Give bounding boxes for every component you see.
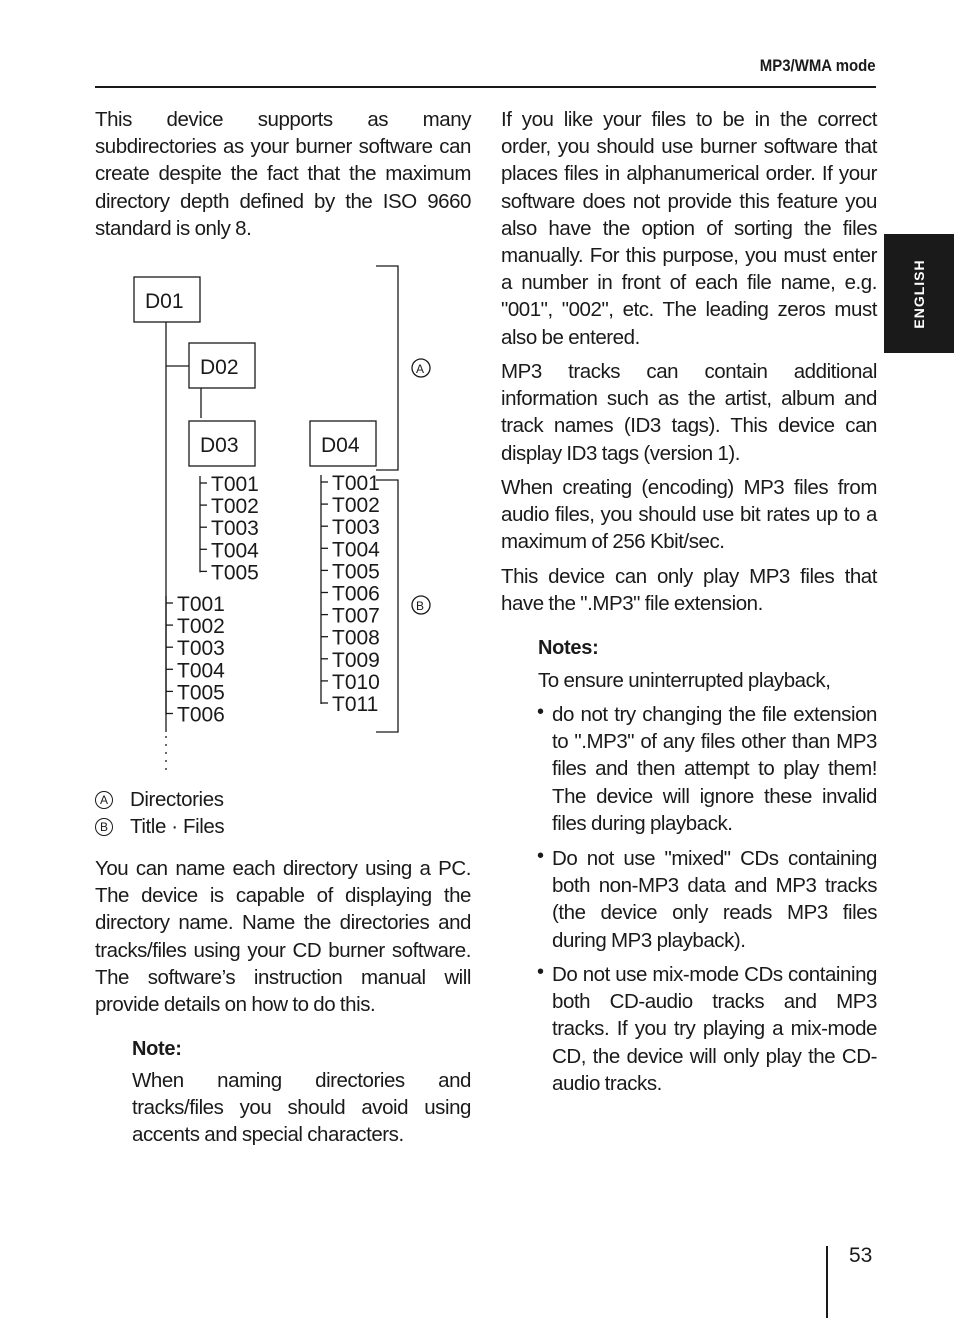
marker-a-icon: A [95, 791, 113, 809]
file-label: T001 [211, 473, 259, 496]
file-label: T004 [211, 539, 259, 563]
file-label: T003 [177, 637, 225, 661]
file-label: T004 [332, 538, 380, 562]
naming-paragraph: You can name each directory using a PC. The device is capable of displaying the directory name. Name the directories and tracks/files using your CD burner software. The software’s instruction manual will provide details on how to do this. [95, 857, 471, 1017]
file-label: T005 [177, 681, 225, 705]
notes-heading: Notes: [538, 637, 599, 659]
file-label: T002 [177, 615, 225, 639]
file-label: T008 [332, 626, 380, 650]
bitrate-paragraph: When creating (encoding) MP3 files from audio files, you should use bit rates up to a maximum of 256 Kbit/sec. [501, 476, 877, 554]
file-label: T003 [332, 516, 380, 540]
marker-a-label: A [416, 362, 425, 376]
page-number-rule [826, 1246, 828, 1318]
file-label: T007 [332, 604, 380, 628]
notes-bullet: • do not try changing the file extension to ".MP3" of any files other than MP3 files and then attempt to play them! The device will ignore these invalid files during playback. [552, 701, 877, 837]
intro-paragraph: This device supports as many subdirectories as your burner software can create despite the fact that the maximum directory depth defined by the ISO 9660 standard is only 8. [95, 108, 471, 240]
directory-label: D02 [200, 356, 239, 379]
notes-bullet: • Do not use mix-mode CDs containing both CD-audio tracks and MP3 tracks. If you try playing a mix-mode CD, the device will only play the CD-audio tracks. [552, 961, 877, 1097]
file-label: T010 [332, 670, 380, 694]
ordering-paragraph: If you like your files to be in the correct order, you should use burner software that places files in alphanumerical order. If your software does not provide this feature you also have the option of sorting the files manually. For this purpose, you must enter a number in front of each file name, e.g. "001", "002", etc. The leading zeros must also be entered. [501, 108, 877, 349]
directory-label: D03 [200, 434, 239, 457]
file-label: T003 [211, 517, 259, 541]
file-label: T004 [177, 659, 225, 683]
note-text: When naming directories and tracks/files you should avoid using accents and special characters. [132, 1069, 471, 1147]
directory-label: D04 [321, 434, 360, 457]
file-label: T002 [332, 494, 380, 518]
extension-paragraph: This device can only play MP3 files that have the ".MP3" file extension. [501, 565, 877, 616]
notes-bullet: • Do not use "mixed" CDs containing both non-MP3 data and MP3 tracks (the device only reads MP3 files during MP3 playback). [552, 845, 877, 954]
legend-item-files [95, 814, 224, 840]
file-label: T001 [332, 472, 380, 495]
section-header: MP3/WMA mode [760, 56, 876, 75]
header-rule [95, 86, 876, 88]
bullet-text: Do not use mix-mode CDs containing both CD-audio tracks and MP3 tracks. If you try playing a mix-mode CD, the device will only play the CD-audio tracks. [552, 963, 877, 1095]
file-label: T006 [177, 703, 225, 727]
id3-paragraph: MP3 tracks can contain additional information such as the artist, album and track names (ID3 tags). This device can display ID3 tags (version 1). [501, 360, 877, 465]
file-label: T011 [332, 693, 379, 716]
note-heading: Note: [132, 1038, 182, 1060]
file-label: T002 [211, 495, 259, 519]
bracket-a [376, 266, 398, 470]
legend-label: Directories [130, 788, 224, 811]
file-label: T005 [211, 561, 259, 585]
legend-item-directories [95, 787, 224, 813]
language-tab [884, 234, 954, 353]
page-number: 53 [849, 1244, 873, 1267]
bullet-text: do not try changing the file extension to ".MP3" of any files other than MP3 files and then attempt to play them! The device will ignore these invalid files during playback. [552, 703, 877, 835]
file-label: T001 [177, 593, 225, 616]
file-label: T009 [332, 648, 380, 672]
file-label: T006 [332, 582, 380, 606]
directory-label: D01 [145, 290, 184, 313]
marker-b-label: B [416, 599, 425, 613]
marker-b-icon: B [95, 818, 113, 836]
notes-intro: To ensure uninterrupted playback, [538, 669, 831, 692]
file-label: T005 [332, 560, 380, 584]
bullet-text: Do not use "mixed" CDs containing both non-MP3 data and MP3 tracks (the device only reads MP3 files during MP3 playback). [552, 847, 877, 952]
language-tab-label: ENGLISH [911, 258, 927, 329]
legend-label: Title · Files [130, 815, 225, 838]
directory-tree-diagram [95, 260, 455, 780]
